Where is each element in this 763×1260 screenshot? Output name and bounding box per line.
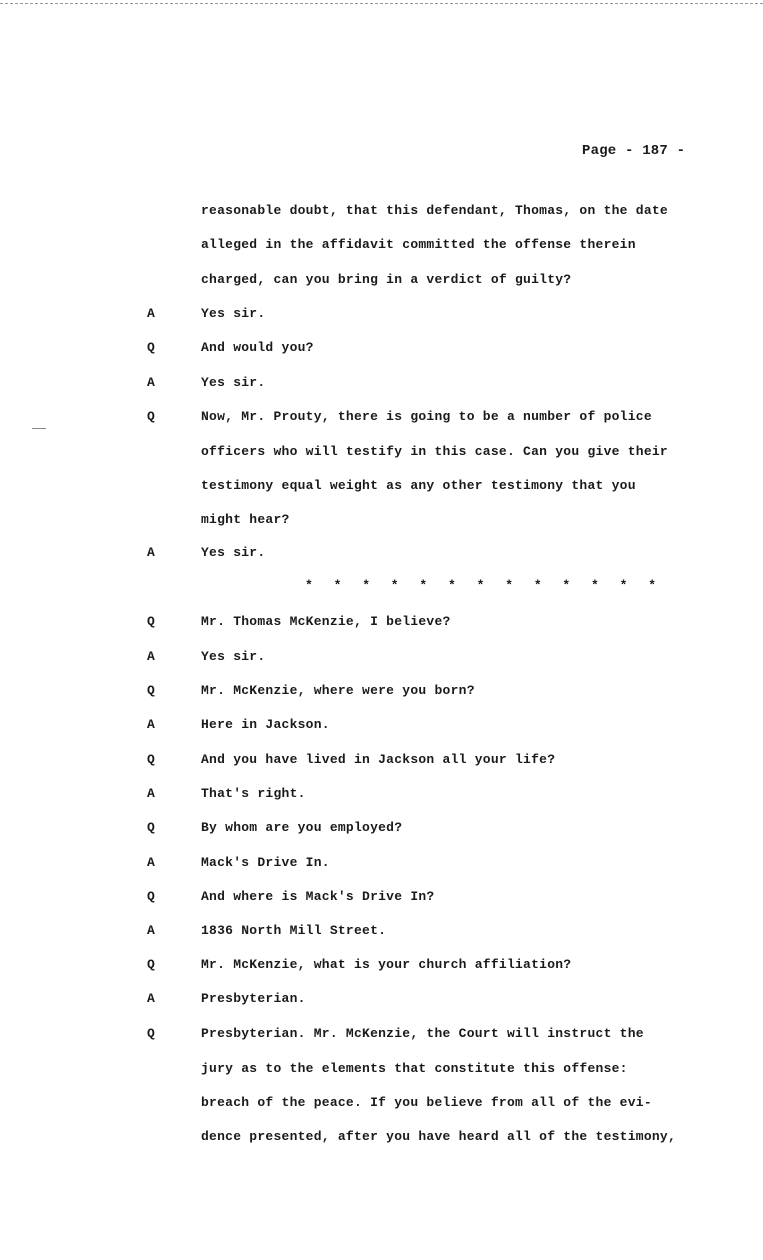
speaker-label: A xyxy=(147,649,155,664)
speaker-label: Q xyxy=(147,889,155,904)
speaker-label: A xyxy=(147,717,155,732)
section-separator: * * * * * * * * * * * * * xyxy=(305,578,663,593)
speaker-label: Q xyxy=(147,409,155,424)
transcript-line-4: And would you? xyxy=(201,340,314,355)
transcript-line-1: alleged in the affidavit committed the offense therein xyxy=(201,237,636,252)
transcript-line-11: Mr. Thomas McKenzie, I believe? xyxy=(201,614,451,629)
speaker-label: A xyxy=(147,375,155,390)
speaker-label: Q xyxy=(147,683,155,698)
scan-top-edge xyxy=(0,3,763,4)
speaker-label: Q xyxy=(147,957,155,972)
speaker-label: Q xyxy=(147,340,155,355)
speaker-label: A xyxy=(147,306,155,321)
transcript-line-9: might hear? xyxy=(201,512,290,527)
speaker-label: A xyxy=(147,786,155,801)
speaker-label: Q xyxy=(147,752,155,767)
transcript-line-26: dence presented, after you have heard all of the testimony, xyxy=(201,1129,677,1144)
transcript-line-18: Mack's Drive In. xyxy=(201,855,330,870)
transcript-line-13: Mr. McKenzie, where were you born? xyxy=(201,683,475,698)
speaker-label: Q xyxy=(147,614,155,629)
transcript-line-8: testimony equal weight as any other testimony that you xyxy=(201,478,636,493)
transcript-line-23: Presbyterian. Mr. McKenzie, the Court will instruct the xyxy=(201,1026,644,1041)
speaker-label: A xyxy=(147,991,155,1006)
page-number: Page - 187 - xyxy=(582,143,686,159)
transcript-line-25: breach of the peace. If you believe from all of the evi- xyxy=(201,1095,652,1110)
transcript-line-7: officers who will testify in this case. Can you give their xyxy=(201,444,668,459)
transcript-line-0: reasonable doubt, that this defendant, Thomas, on the date xyxy=(201,203,668,218)
transcript-line-15: And you have lived in Jackson all your life? xyxy=(201,752,556,767)
transcript-line-17: By whom are you employed? xyxy=(201,820,403,835)
transcript-line-2: charged, can you bring in a verdict of guilty? xyxy=(201,272,572,287)
transcript-line-24: jury as to the elements that constitute this offense: xyxy=(201,1061,628,1076)
transcript-line-20: 1836 North Mill Street. xyxy=(201,923,387,938)
transcript-line-10: Yes sir. xyxy=(201,545,266,560)
transcript-line-21: Mr. McKenzie, what is your church affiliation? xyxy=(201,957,572,972)
speaker-label: A xyxy=(147,923,155,938)
transcript-line-19: And where is Mack's Drive In? xyxy=(201,889,435,904)
transcript-line-16: That's right. xyxy=(201,786,306,801)
transcript-line-3: Yes sir. xyxy=(201,306,266,321)
margin-mark xyxy=(32,428,46,429)
speaker-label: Q xyxy=(147,820,155,835)
speaker-label: A xyxy=(147,545,155,560)
speaker-label: A xyxy=(147,855,155,870)
transcript-line-22: Presbyterian. xyxy=(201,991,306,1006)
transcript-line-14: Here in Jackson. xyxy=(201,717,330,732)
transcript-line-12: Yes sir. xyxy=(201,649,266,664)
transcript-line-6: Now, Mr. Prouty, there is going to be a number of police xyxy=(201,409,652,424)
speaker-label: Q xyxy=(147,1026,155,1041)
transcript-line-5: Yes sir. xyxy=(201,375,266,390)
